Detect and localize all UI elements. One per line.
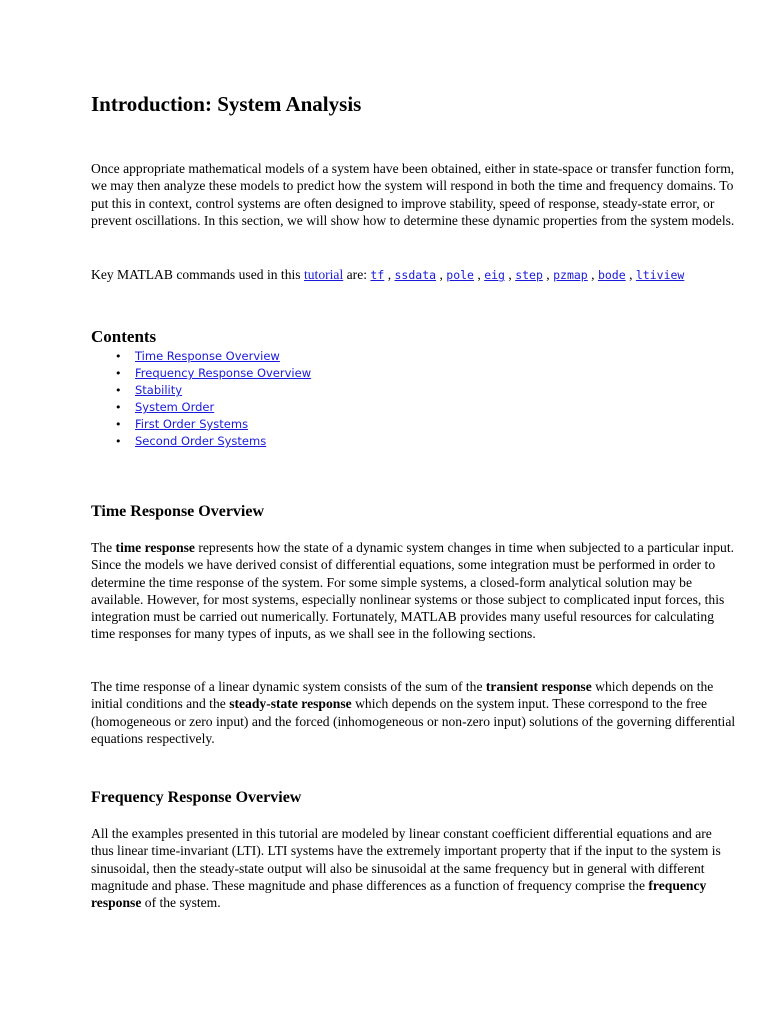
list-item: [91, 365, 311, 382]
bold-term-frequency-response: frequency response: [91, 877, 707, 911]
cmd-link-eig[interactable]: eig: [484, 268, 505, 282]
bullet-icon: •: [115, 418, 122, 431]
separator: ,: [439, 267, 443, 282]
list-item: [91, 433, 311, 450]
separator: ,: [387, 267, 392, 282]
text-run: which depends on the system input. These correspond to the free (homogeneous or zero input) and the forced (inhomogeneous or non-zero input) solutions of the governing differential equations respectively.: [91, 696, 736, 746]
text-run: represents how the state of a dynamic system changes in time when subjected to a particular input. Since the models we have derived consist of differential equations, some integration must be performed in order to determine the time response of the system. For some simple systems, a closed-form analytical solution may be available. However, for most systems, especially nonlinear systems or those subject to complicated input forces, this integration must be carried out numerically. Fortunately, MATLAB provides many useful resources for calculating time responses for many types of inputs, as we shall see in the following sections.: [91, 540, 735, 642]
bullet-icon: •: [115, 384, 122, 397]
separator: ,: [477, 267, 481, 282]
text-run: The time response of a linear dynamic system consists of the sum of the: [91, 679, 483, 694]
tutorial-link[interactable]: tutorial: [303, 267, 344, 282]
cmd-link-bode[interactable]: bode: [597, 268, 626, 282]
text-run: of the system.: [144, 895, 221, 911]
cmd-link-tf[interactable]: tf: [370, 268, 385, 282]
toc-link-second-order[interactable]: Second Order Systems: [135, 434, 267, 448]
time-response-paragraph-2: [91, 678, 736, 747]
cmd-link-ssdata[interactable]: ssdata: [394, 268, 437, 282]
separator: ,: [546, 267, 550, 282]
text-run: The: [91, 540, 113, 555]
text-run: which depends on the initial conditions and the: [91, 679, 714, 712]
separator: ,: [508, 267, 512, 282]
separator: ,: [591, 267, 595, 282]
frequency-response-paragraph: [91, 825, 736, 911]
cmd-link-step[interactable]: step: [515, 268, 543, 282]
bullet-icon: •: [115, 350, 122, 363]
separator: ,: [629, 267, 633, 282]
cmd-link-ltiview[interactable]: ltiview: [635, 268, 685, 282]
bullet-icon: •: [115, 435, 122, 448]
list-item: [91, 382, 311, 399]
list-item: [91, 348, 311, 365]
key-commands-prefix: Key MATLAB commands used in this: [91, 267, 301, 282]
bullet-icon: •: [115, 367, 122, 380]
key-commands-paragraph: [91, 266, 736, 284]
time-response-paragraph-1: [91, 539, 736, 643]
list-item: [91, 399, 311, 416]
page-title: Introduction: System Analysis: [91, 92, 362, 116]
text-run: All the examples presented in this tutorial are modeled by linear constant coefficient differential equations and are thus linear time-invariant (LTI). LTI systems have the extremely important property that if the input to the system is sinusoidal, then the steady-state output will also be sinusoidal at the same frequency but in general with different magnitude and phase. These magnitude and phase differences as a function of frequency comprise the: [91, 826, 721, 893]
contents-heading: Contents: [91, 327, 157, 346]
toc-link-frequency-response[interactable]: Frequency Response Overview: [135, 366, 312, 380]
intro-paragraph: Once appropriate mathematical models of a system have been obtained, either in state-space or transfer function form, we may then analyze these models to predict how the system will respond in both the time and frequency domains. To put this in context, control systems are often designed to improve stability, speed of response, steady-state error, or prevent oscillations. In this section, we will show how to determine these dynamic properties from the system models.: [91, 161, 735, 228]
bullet-icon: •: [115, 401, 122, 414]
frequency-response-heading: Frequency Response Overview: [91, 789, 302, 806]
bold-term-transient-response: transient response: [485, 679, 592, 694]
cmd-link-pole[interactable]: pole: [446, 268, 474, 282]
bold-term-time-response: time response: [115, 540, 195, 555]
toc-link-stability[interactable]: Stability: [135, 383, 183, 397]
toc-link-system-order[interactable]: System Order: [135, 400, 215, 414]
bold-term-steady-state-response: steady-state response: [229, 696, 352, 712]
contents-list: [91, 348, 311, 450]
toc-link-first-order[interactable]: First Order Systems: [135, 417, 249, 431]
time-response-heading: Time Response Overview: [91, 503, 265, 520]
list-item: [91, 416, 311, 433]
cmd-link-pzmap[interactable]: pzmap: [553, 268, 588, 282]
toc-link-time-response[interactable]: Time Response Overview: [135, 349, 280, 363]
key-commands-are: are:: [346, 267, 368, 282]
